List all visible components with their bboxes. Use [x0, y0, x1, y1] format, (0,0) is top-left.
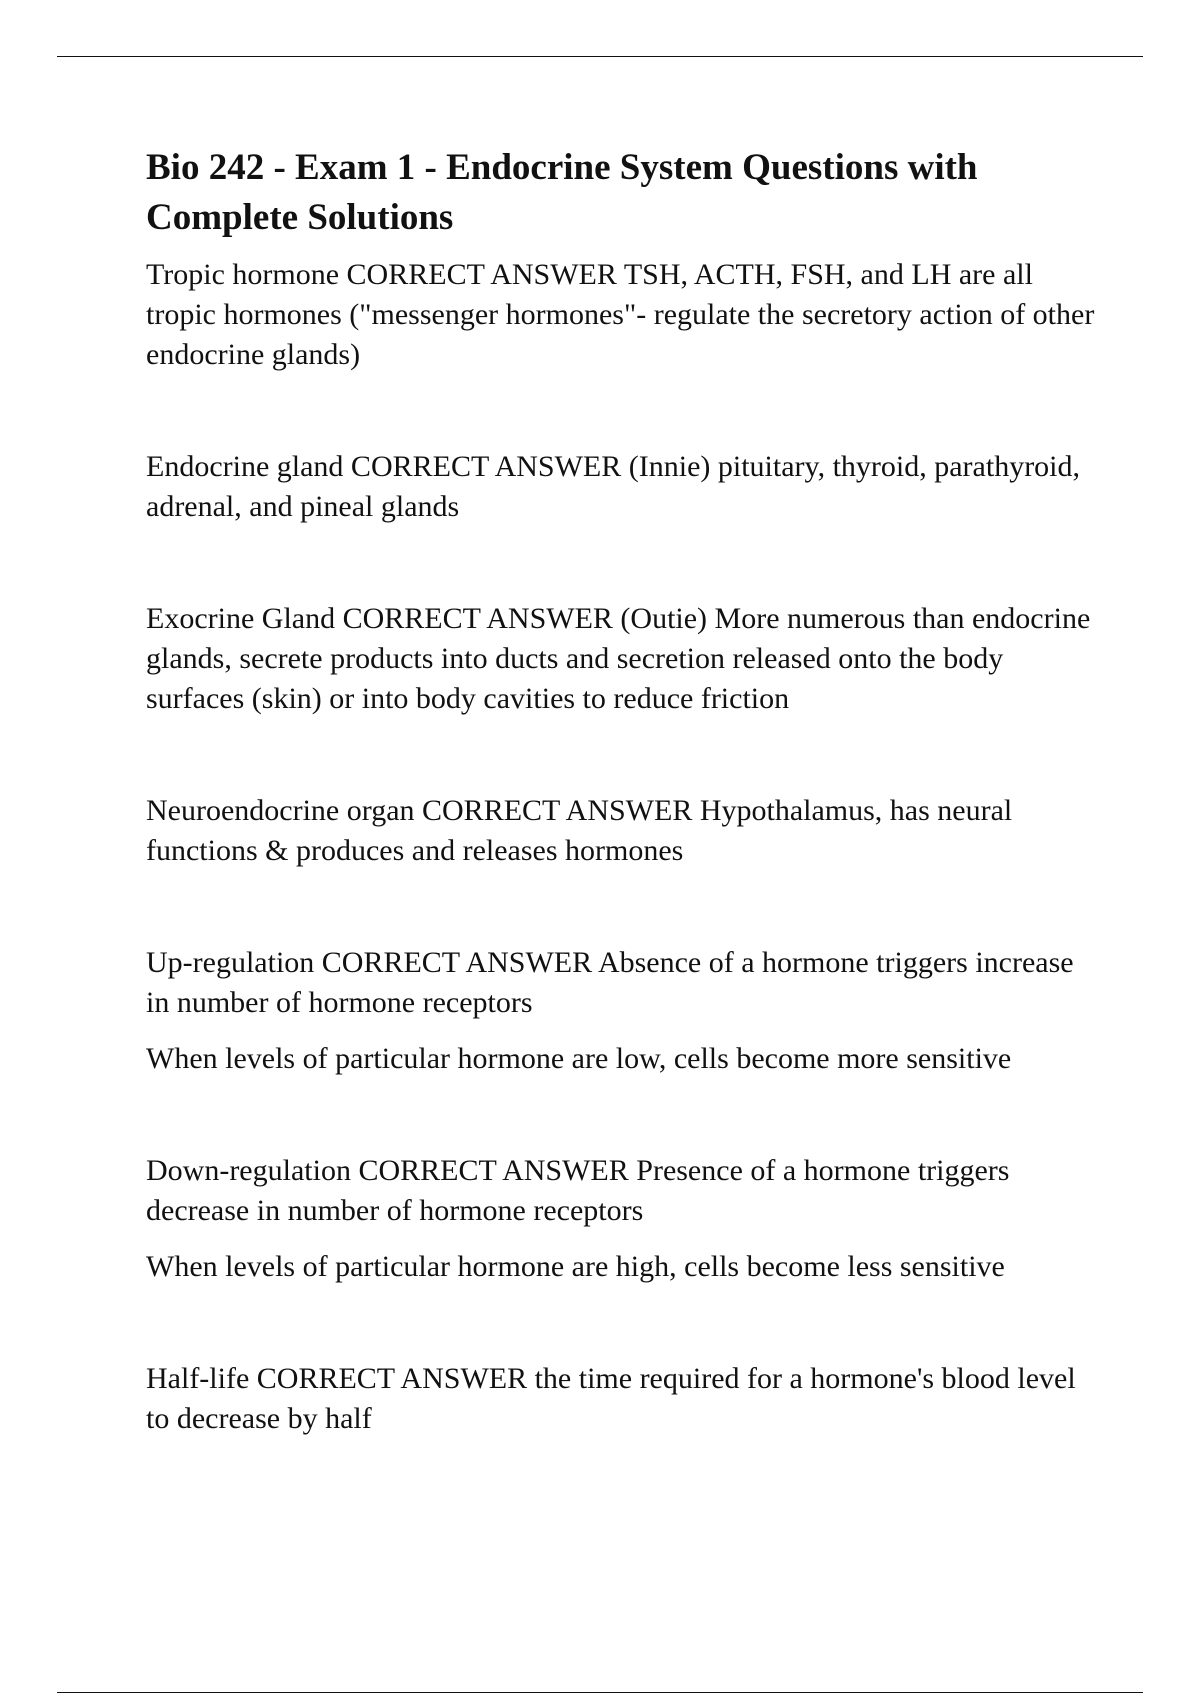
qa-entry-text: Exocrine Gland CORRECT ANSWER (Outie) More numerous than endocrine glands, secrete products into ducts and secretion released onto the body surfaces (skin) or into body cavities to reduce friction	[146, 602, 1091, 715]
qa-entry-text: Half-life CORRECT ANSWER the time required for a hormone's blood level to decrease by half	[146, 1362, 1076, 1435]
qa-entry-exocrine-gland	[146, 599, 1096, 719]
qa-entry-text: Up-regulation CORRECT ANSWER Absence of a hormone triggers increase in number of hormone receptors	[146, 946, 1074, 1019]
qa-entry-endocrine-gland	[146, 447, 1096, 527]
document-title: Bio 242 - Exam 1 - Endocrine System Questions with Complete Solutions	[146, 147, 978, 238]
qa-entry-text: Down-regulation CORRECT ANSWER Presence of a hormone triggers decrease in number of hormone receptors	[146, 1154, 1010, 1227]
qa-entry-text: Endocrine gland CORRECT ANSWER (Innie) pituitary, thyroid, parathyroid, adrenal, and pineal glands	[146, 450, 1081, 523]
qa-entry-half-life	[146, 1359, 1096, 1439]
qa-entry-tropic-hormone	[146, 255, 1096, 375]
qa-entry-down-regulation	[146, 1151, 1096, 1287]
qa-entry-text: Neuroendocrine organ CORRECT ANSWER Hypothalamus, has neural functions & produces and releases hormones	[146, 794, 1013, 867]
qa-entry-neuroendocrine-organ	[146, 791, 1096, 871]
qa-entry-extra-text: When levels of particular hormone are high, cells become less sensitive	[146, 1250, 1005, 1283]
qa-entry-text: Tropic hormone CORRECT ANSWER TSH, ACTH, FSH, and LH are all tropic hormones ("messenger hormones"- regulate the secretory action of other endocrine glands)	[146, 258, 1095, 371]
qa-entry-up-regulation	[146, 943, 1096, 1079]
document-body	[146, 143, 1096, 1439]
bottom-rule	[57, 1692, 1143, 1693]
top-rule	[57, 56, 1143, 57]
qa-entry-extra-text: When levels of particular hormone are low, cells become more sensitive	[146, 1042, 1012, 1075]
